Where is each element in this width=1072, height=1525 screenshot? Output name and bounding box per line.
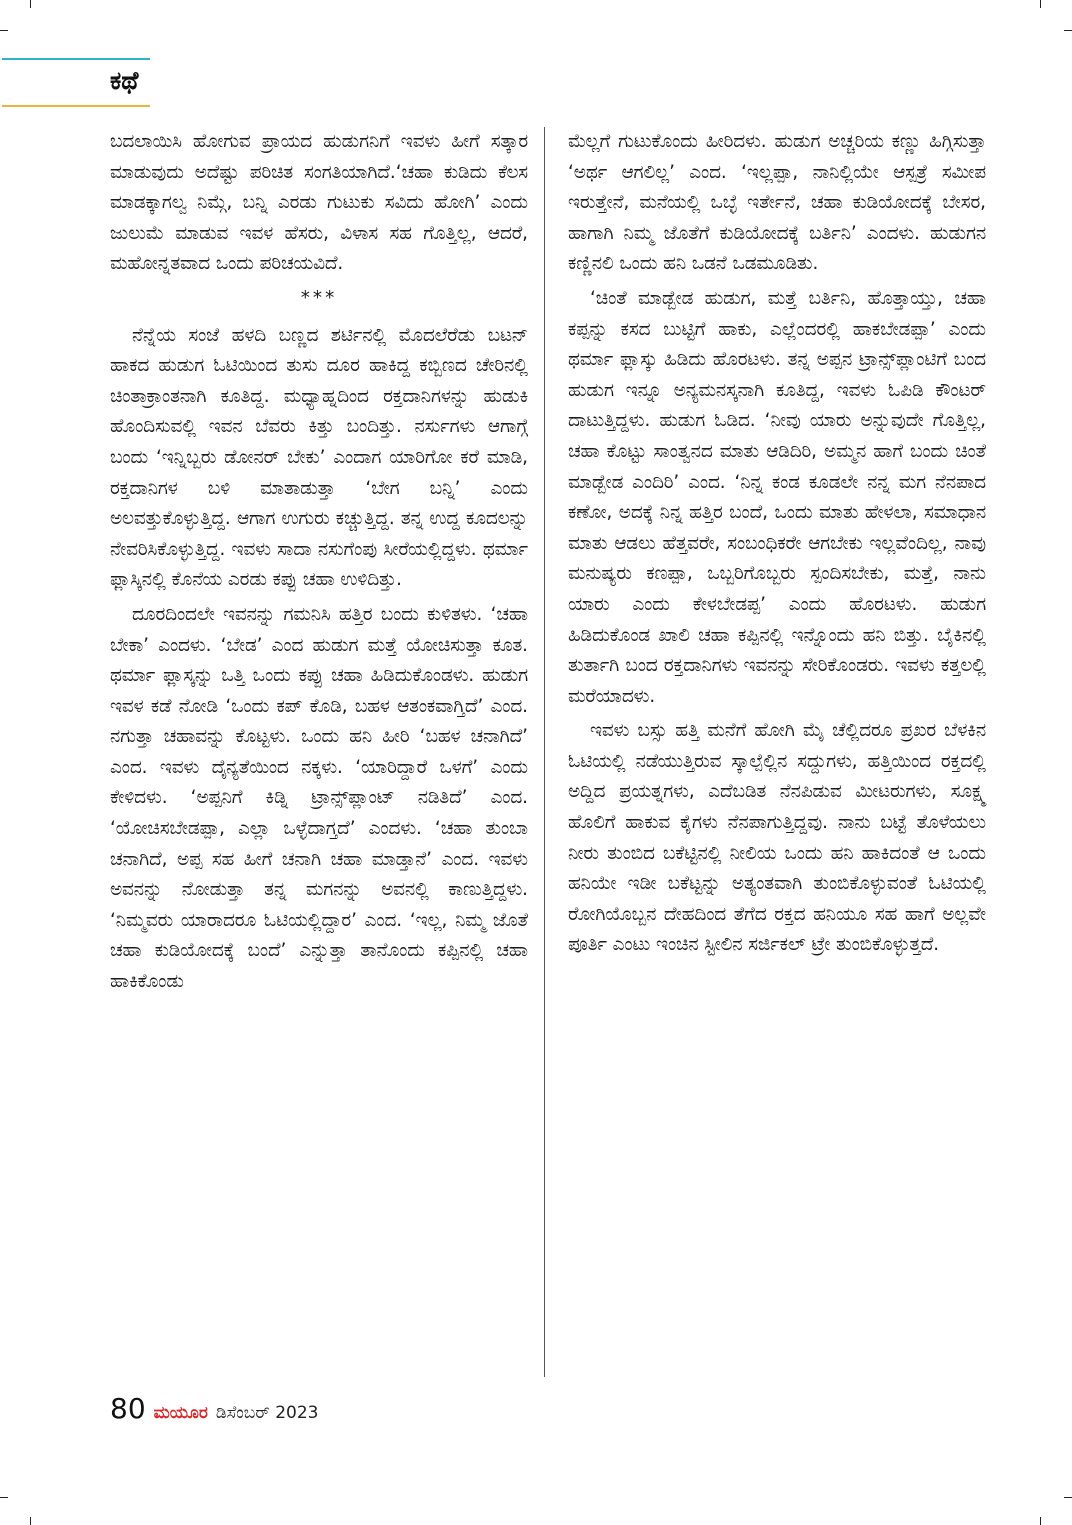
article-column-right — [568, 127, 986, 961]
section-separator: *** — [300, 287, 338, 309]
paragraph: ಇವಳು ಬಸ್ಸು ಹತ್ತಿ ಮನೆಗೆ ಹೋಗಿ ಮೈ ಚೆಲ್ಲಿದರೂ ಪ್ರಖರ ಬೆಳಕಿನ ಓಟಿಯಲ್ಲಿ ನಡೆಯುತ್ತಿರುವ ಸ್ಕಾಲ್ಪೆಲ್ಲಿನ ಸದ್ದುಗಳು, ಹತ್ತಿಯಿಂದ ರಕ್ತದಲ್ಲಿ ಅದ್ದಿದ ಪ್ರಯತ್ನಗಳು, ಎದೆಬಡಿತ ನೆನಪಿಡುವ ಮೀಟರುಗಳು, ಸೂಕ್ಷ್ಮ ಹೊಲಿಗೆ ಹಾಕುವ ಕೈಗಳು ನೆನಪಾಗುತ್ತಿದ್ದವು. ನಾನು ಬಟ್ಟೆ ತೊಳೆಯಲು ನೀರು ತುಂಬಿದ ಬಕೆಟ್ಟಿನಲ್ಲಿ ನೀಲಿಯ ಒಂದು ಹನಿ ಹಾಕಿದಂತೆ ಆ ಒಂದು ಹನಿಯೇ ಇಡೀ ಬಕೆಟ್ಟನ್ನು ಅತ್ಯಂತವಾಗಿ ತುಂಬಿಕೊಳ್ಳುವಂತೆ ಓಟಿಯಲ್ಲಿ ರೋಗಿಯೊಬ್ಬನ ದೇಹದಿಂದ ತೆಗೆದ ರಕ್ತದ ಹನಿಯೂ ಸಹ ಹಾಗೆ ಅಲ್ಲವೇ ಪೂರ್ತಿ ಎಂಟು ಇಂಚಿನ ಸ್ಟೀಲಿನ ಸರ್ಜಿಕಲ್ ಟ್ರೇ ತುಂಬಿಕೊಳ್ಳುತ್ತದೆ. — [568, 720, 986, 956]
crop-mark-left-bottom — [0, 1497, 8, 1498]
crop-mark-bottom-left — [30, 1517, 31, 1525]
crop-mark-right-bottom — [1064, 1497, 1072, 1498]
crop-mark-left-top — [0, 30, 8, 31]
crop-mark-bottom-right — [1040, 1517, 1041, 1525]
section-label: ಕಥೆ — [110, 66, 139, 95]
paragraph: ‘ಚಿಂತೆ ಮಾಡ್ಬೇಡ ಹುಡುಗ, ಮತ್ತೆ ಬರ್ತಿನಿ, ಹೊತ್ತಾಯ್ತು, ಚಹಾ ಕಪ್ಪನ್ನು ಕಸದ ಬುಟ್ಟಿಗೆ ಹಾಕು, ಎಲ್ಲೆಂದರಲ್ಲಿ ಹಾಕಬೇಡಪ್ಪಾ’ ಎಂದು ಥರ್ಮಾ ಫ್ಲಾಸ್ಕು ಹಿಡಿದು ಹೊರಟಳು. ತನ್ನ ಅಪ್ಪನ ಟ್ರಾನ್ಸ್‌ಪ್ಲಾಂಟಿಗೆ ಬಂದ ಹುಡುಗ ಇನ್ನೂ ಅನ್ಯಮನಸ್ಕನಾಗಿ ಕೂತಿದ್ದ, ಇವಳು ಓಪಿಡಿ ಕೌಂಟರ್ ದಾಟುತ್ತಿದ್ದಳು. ಹುಡುಗ ಓಡಿದ. ‘ನೀವು ಯಾರು ಅನ್ನುವುದೇ ಗೊತ್ತಿಲ್ಲ, ಚಹಾ ಕೊಟ್ಟು ಸಾಂತ್ವನದ ಮಾತು ಆಡಿದಿರಿ, ಅಮ್ಮನ ಹಾಗೆ ಬಂದು ಚಿಂತೆ ಮಾಡ್ಬೇಡ ಎಂದಿರಿ’ ಎಂದ. ‘ನಿನ್ನ ಕಂಡ ಕೂಡಲೇ ನನ್ನ ಮಗ ನೆನಪಾದ ಕಣೋ, ಅದಕ್ಕೆ ನಿನ್ನ ಹತ್ತಿರ ಬಂದೆ, ಒಂದು ಮಾತು ಹೇಳಲಾ, ಸಮಾಧಾನ ಮಾತು ಆಡಲು ಹೆತ್ತವರೇ, ಸಂಬಂಧಿಕರೇ ಆಗಬೇಕು ಇಲ್ಲವೆಂದಿಲ್ಲ, ನಾವು ಮನುಷ್ಯರು ಕಣಪ್ಪಾ, ಒಬ್ಬರಿಗೊಬ್ಬರು ಸ್ಪಂದಿಸಬೇಕು, ಮತ್ತೆ, ನಾನು ಯಾರು ಎಂದು ಕೇಳಬೇಡಪ್ಪ’ ಎಂದು ಹೊರಟಳು. ಹುಡುಗ ಹಿಡಿದುಕೊಂಡ ಖಾಲಿ ಚಹಾ ಕಪ್ಪಿನಲ್ಲಿ ಇನ್ನೊಂದು ಹನಿ ಬಿತ್ತು. ಬೈಕಿನಲ್ಲಿ ತುರ್ತಾಗಿ ಬಂದ ರಕ್ತದಾನಿಗಳು ಇವನನ್ನು ಸೇರಿಕೊಂಡರು. ಇವಳು ಕತ್ತಲಲ್ಲಿ ಮರೆಯಾದಳು. — [568, 287, 986, 707]
crop-mark-right-top — [1064, 30, 1072, 31]
paragraph: ನೆನ್ನೆಯ ಸಂಜೆ ಹಳದಿ ಬಣ್ಣದ ಶರ್ಟಿನಲ್ಲಿ ಮೊದಲೆರೆಡು ಬಟನ್ ಹಾಕದ ಹುಡುಗ ಓಟಿಯಿಂದ ತುಸು ದೂರ ಹಾಕಿದ್ದ ಕಬ್ಬಿಣದ ಚೇರಿನಲ್ಲಿ ಚಿಂತಾಕ್ರಾಂತನಾಗಿ ಕೂತಿದ್ದ. ಮಧ್ಯಾಹ್ನದಿಂದ ರಕ್ತದಾನಿಗಳನ್ನು ಹುಡುಕಿ ಹೊಂದಿಸುವಲ್ಲಿ ಇವನ ಬೆವರು ಕಿತ್ತು ಬಂದಿತ್ತು. ನರ್ಸುಗಳು ಆಗಾಗ್ಗೆ ಬಂದು ‘ಇನ್ನಿಬ್ಬರು ಡೋನರ್ ಬೇಕು’ ಎಂದಾಗ ಯಾರಿಗೋ ಕರೆ ಮಾಡಿ, ರಕ್ತದಾನಿಗಳ ಬಳಿ ಮಾತಾಡುತ್ತಾ ‘ಬೇಗ ಬನ್ನಿ’ ಎಂದು ಅಲವತ್ತುಕೊಳ್ಳುತ್ತಿದ್ದ. ಆಗಾಗ ಉಗುರು ಕಚ್ಚುತ್ತಿದ್ದ. ತನ್ನ ಉದ್ದ ಕೂದಲನ್ನು ನೇವರಿಸಿಕೊಳ್ಳುತ್ತಿದ್ದ. ಇವಳು ಸಾದಾ ನಸುಗೆಂಪು ಸೀರೆಯಲ್ಲಿದ್ದಳು. ಥರ್ಮಾ ಫ್ಲಾಸ್ಕಿನಲ್ಲಿ ಕೊನೆಯ ಎರಡು ಕಪ್ಪು ಚಹಾ ಉಳಿದಿತ್ತು. — [110, 324, 528, 591]
paragraph: ದೂರದಿಂದಲೇ ಇವನನ್ನು ಗಮನಿಸಿ ಹತ್ತಿರ ಬಂದು ಕುಳಿತಳು. ‘ಚಹಾ ಬೇಕಾ’ ಎಂದಳು. ‘ಬೇಡ’ ಎಂದ ಹುಡುಗ ಮತ್ತೆ ಯೋಚಿಸುತ್ತಾ ಕೂತ. ಥರ್ಮಾ ಫ್ಲಾಸ್ಕನ್ನು ಒತ್ತಿ ಒಂದು ಕಪ್ಪು ಚಹಾ ಹಿಡಿದುಕೊಂಡಳು. ಹುಡುಗ ಇವಳ ಕಡೆ ನೋಡಿ ‘ಒಂದು ಕಪ್ ಕೊಡಿ, ಬಹಳ ಆತಂಕವಾಗ್ತಿದೆ’ ಎಂದ. ನಗುತ್ತಾ ಚಹಾವನ್ನು ಕೊಟ್ಟಳು. ಒಂದು ಹನಿ ಹೀರಿ ‘ಬಹಳ ಚನಾಗಿದೆ’ ಎಂದ. ಇವಳು ದೈನ್ಯತೆಯಿಂದ ನಕ್ಕಳು. ‘ಯಾರಿದ್ದಾರೆ ಒಳಗೆ’ ಎಂದು ಕೇಳಿದಳು. ‘ಅಪ್ಪನಿಗೆ ಕಿಡ್ನಿ ಟ್ರಾನ್ಸ್‌ಪ್ಲಾಂಟ್ ನಡಿತಿದೆ’ ಎಂದ. ‘ಯೋಚಿಸಬೇಡಪ್ಪಾ, ಎಲ್ಲಾ ಒಳ್ಳೆದಾಗ್ತದೆ’ ಎಂದಳು. ‘ಚಹಾ ತುಂಬಾ ಚನಾಗಿದೆ, ಅಪ್ಪ ಸಹ ಹೀಗೆ ಚನಾಗಿ ಚಹಾ ಮಾಡ್ತಾನೆ’ ಎಂದ. ಇವಳು ಅವನನ್ನು ನೋಡುತ್ತಾ ತನ್ನ ಮಗನನ್ನು ಅವನಲ್ಲಿ ಕಾಣುತ್ತಿದ್ದಳು. ‘ನಿಮ್ಮವರು ಯಾರಾದರೂ ಓಟಿಯಲ್ಲಿದ್ದಾರ’ ಎಂದ. ‘ಇಲ್ಲ, ನಿಮ್ಮ ಜೊತೆ ಚಹಾ ಕುಡಿಯೋದಕ್ಕೆ ಬಂದೆ’ ಎನ್ನುತ್ತಾ ತಾನೊಂದು ಕಪ್ಪಿನಲ್ಲಿ ಚಹಾ ಹಾಕಿಕೊಂಡು — [110, 603, 528, 993]
issue-date: ಡಿಸೆಂಬರ್ 2023 — [215, 1403, 319, 1423]
column-divider — [544, 127, 545, 1377]
header-accent-line-bottom — [2, 105, 150, 107]
section-header — [2, 58, 150, 108]
magazine-logo: ಮಯೂರ — [153, 1403, 208, 1423]
crop-mark-top-left — [30, 0, 31, 8]
paragraph: ಮೆಲ್ಲಗೆ ಗುಟುಕೊಂದು ಹೀರಿದಳು. ಹುಡುಗ ಅಚ್ಚರಿಯ ಕಣ್ಣು ಹಿಗ್ಗಿಸುತ್ತಾ ‘ಅರ್ಥ ಆಗಲಿಲ್ಲ’ ಎಂದ. ‘ಇಲ್ಲಪ್ಪಾ, ನಾನಿಲ್ಲಿಯೇ ಆಸ್ಪತ್ರೆ ಸಮೀಪ ಇರುತ್ತೇನೆ, ಮನೆಯಲ್ಲಿ ಒಬ್ಳೆ ಇರ್ತೇನೆ, ಚಹಾ ಕುಡಿಯೋದಕ್ಕೆ ಬೇಸರ, ಹಾಗಾಗಿ ನಿಮ್ಮ ಜೊತೆಗೆ ಕುಡಿಯೋದಕ್ಕೆ ಬರ್ತಿನಿ’ ಎಂದಳು. ಹುಡುಗನ ಕಣ್ಣಿನಲಿ ಒಂದು ಹನಿ ಒಡನೆ ಒಡಮೂಡಿತು. — [568, 131, 986, 275]
crop-mark-top-right — [1040, 0, 1041, 8]
header-accent-line-top — [2, 58, 150, 60]
paragraph: ಬದಲಾಯಿಸಿ ಹೋಗುವ ಪ್ರಾಯದ ಹುಡುಗನಿಗೆ ಇವಳು ಹೀಗೆ ಸತ್ಕಾರ ಮಾಡುವುದು ಅದೆಷ್ಟು ಪರಿಚಿತ ಸಂಗತಿಯಾಗಿದೆ.‘ಚಹಾ ಕುಡಿದು ಕೆಲಸ ಮಾಡಕ್ಕಾಗಲ್ವ ನಿಮ್ಗೆ, ಬನ್ನಿ ಎರಡು ಗುಟುಕು ಸವಿದು ಹೋಗಿ’ ಎಂದು ಜುಲುಮೆ ಮಾಡುವ ಇವಳ ಹೆಸರು, ವಿಳಾಸ ಸಹ ಗೊತ್ತಿಲ್ಲ, ಆದರೆ, ಮಹೋನ್ನತವಾದ ಒಂದು ಪರಿಚಯವಿದೆ. — [110, 131, 528, 275]
page-number: 80 — [110, 1392, 146, 1425]
page-footer — [110, 1392, 319, 1432]
article-column-left — [110, 127, 528, 998]
